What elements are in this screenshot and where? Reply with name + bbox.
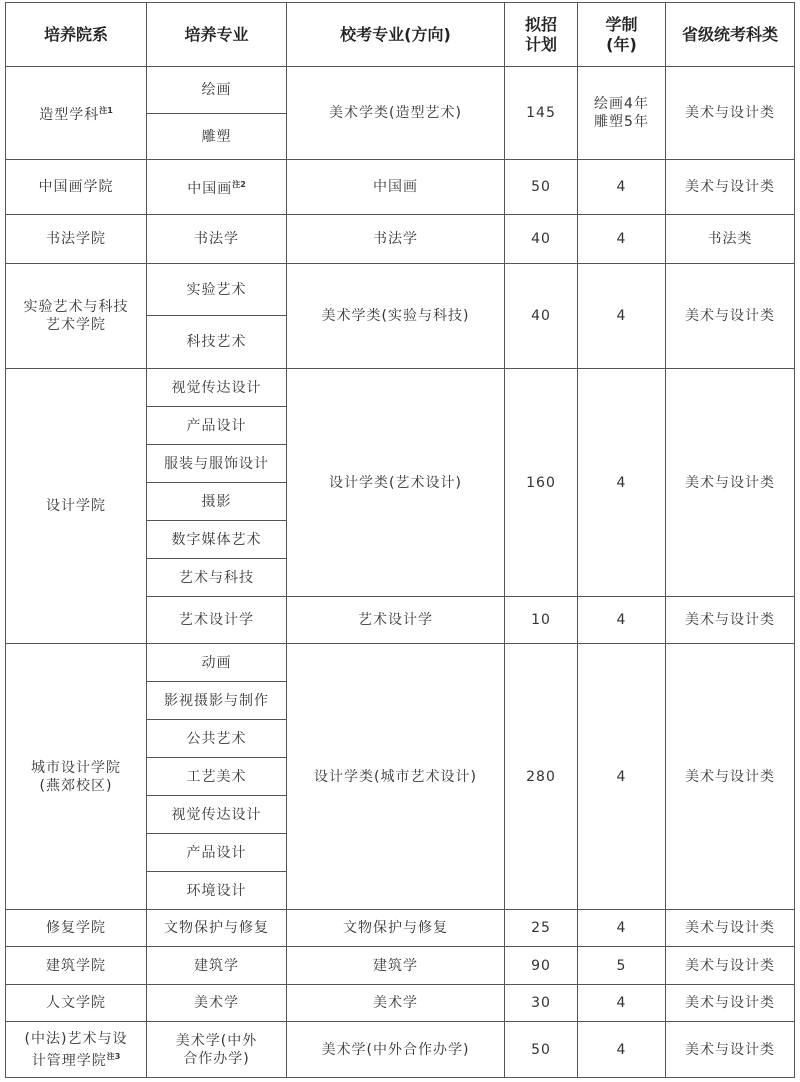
major-cell: 视觉传达设计 [147, 796, 287, 834]
quota-cell: 10 [505, 597, 578, 644]
quota-cell: 50 [505, 1022, 578, 1078]
major-cell [147, 160, 287, 215]
enrollment-table [5, 2, 795, 1078]
exam-major-cell: 文物保护与修复 [287, 910, 505, 947]
footnote-mark: 注3 [106, 1051, 121, 1061]
years-cell: 4 [578, 910, 666, 947]
major-cell: 建筑学 [147, 947, 287, 985]
quota-cell: 280 [505, 644, 578, 910]
exam-major-cell: 艺术设计学 [287, 597, 505, 644]
major-cell [147, 1022, 287, 1078]
category-cell: 美术与设计类 [666, 1022, 795, 1078]
major-cell: 工艺美术 [147, 758, 287, 796]
years-cell [578, 67, 666, 160]
exam-major-cell: 美术学类(实验与科技) [287, 264, 505, 369]
exam-major-cell: 美术学类(造型艺术) [287, 67, 505, 160]
college-name-line2-wrap [8, 1048, 144, 1070]
college-cell: 人文学院 [6, 985, 147, 1022]
category-cell: 美术与设计类 [666, 910, 795, 947]
header-exam-major: 校考专业(方向) [287, 3, 505, 67]
major-cell: 环境设计 [147, 872, 287, 910]
header-years-line2: (年) [606, 34, 637, 54]
table-row [6, 264, 795, 316]
category-cell: 书法类 [666, 215, 795, 264]
college-name-line2: 艺术学院 [46, 317, 106, 333]
header-quota-line1: 拟招 [524, 14, 557, 34]
header-college: 培养院系 [6, 3, 147, 67]
years-cell: 4 [578, 369, 666, 597]
major-cell: 书法学 [147, 215, 287, 264]
category-cell: 美术与设计类 [666, 644, 795, 910]
college-name-line2: (燕郊校区) [39, 777, 113, 794]
table-row [6, 160, 795, 215]
major-cell: 科技艺术 [147, 316, 287, 369]
table-header-row [6, 3, 795, 67]
major-cell: 文物保护与修复 [147, 910, 287, 947]
major-cell: 视觉传达设计 [147, 369, 287, 407]
exam-major-cell: 设计学类(艺术设计) [287, 369, 505, 597]
college-name-line1: (中法)艺术与设 [24, 1030, 128, 1047]
footnote-mark: 注1 [99, 106, 113, 115]
years-cell: 5 [578, 947, 666, 985]
exam-major-cell: 美术学(中外合作办学) [287, 1022, 505, 1078]
table-row [6, 910, 795, 947]
major-cell: 动画 [147, 644, 287, 682]
college-name-line1: 城市设计学院 [31, 759, 121, 776]
major-cell: 美术学 [147, 985, 287, 1022]
table-row [6, 1022, 795, 1078]
quota-cell: 30 [505, 985, 578, 1022]
major-cell: 摄影 [147, 483, 287, 521]
years-cell: 4 [578, 985, 666, 1022]
header-quota-line2: 计划 [524, 34, 557, 54]
exam-major-cell: 设计学类(城市艺术设计) [287, 644, 505, 910]
college-cell: 设计学院 [6, 369, 147, 644]
category-cell: 美术与设计类 [666, 369, 795, 597]
college-cell [6, 644, 147, 910]
major-cell: 公共艺术 [147, 720, 287, 758]
years-cell: 4 [578, 597, 666, 644]
header-years [578, 3, 666, 67]
table-row [6, 644, 795, 682]
major-cell: 艺术与科技 [147, 559, 287, 597]
years-cell: 4 [578, 644, 666, 910]
major-cell: 数字媒体艺术 [147, 521, 287, 559]
header-years-line1: 学制 [605, 14, 638, 34]
major-name-line2: 合作办学) [183, 1050, 250, 1067]
college-name-line1: 实验艺术与科技 [23, 299, 129, 315]
years-cell: 4 [578, 160, 666, 215]
years-line1: 绘画4年 [594, 96, 649, 112]
college-cell [6, 264, 147, 369]
quota-cell: 145 [505, 67, 578, 160]
category-cell: 美术与设计类 [666, 264, 795, 369]
category-cell: 美术与设计类 [666, 160, 795, 215]
college-cell: 建筑学院 [6, 947, 147, 985]
table-row [6, 215, 795, 264]
quota-cell: 25 [505, 910, 578, 947]
exam-major-cell: 建筑学 [287, 947, 505, 985]
quota-cell: 160 [505, 369, 578, 597]
category-cell: 美术与设计类 [666, 985, 795, 1022]
major-cell: 产品设计 [147, 834, 287, 872]
college-name: 造型学科 [39, 107, 100, 123]
exam-major-cell: 书法学 [287, 215, 505, 264]
header-category: 省级统考科类 [666, 3, 795, 67]
footnote-mark: 注2 [232, 180, 246, 189]
college-cell: 中国画学院 [6, 160, 147, 215]
header-quota [505, 3, 578, 67]
major-name-line1: 美术学(中外 [175, 1032, 258, 1049]
college-cell [6, 1022, 147, 1078]
header-major: 培养专业 [147, 3, 287, 67]
major-name: 中国画 [187, 181, 233, 197]
years-line2: 雕塑5年 [594, 114, 649, 130]
major-cell: 服装与服饰设计 [147, 445, 287, 483]
major-cell: 绘画 [147, 67, 287, 114]
quota-cell: 90 [505, 947, 578, 985]
category-cell: 美术与设计类 [666, 947, 795, 985]
category-cell: 美术与设计类 [666, 597, 795, 644]
exam-major-cell: 美术学 [287, 985, 505, 1022]
quota-cell: 40 [505, 264, 578, 369]
major-cell: 影视摄影与制作 [147, 682, 287, 720]
major-cell: 产品设计 [147, 407, 287, 445]
category-cell: 美术与设计类 [666, 67, 795, 160]
table-row [6, 369, 795, 407]
major-cell: 艺术设计学 [147, 597, 287, 644]
major-cell: 雕塑 [147, 114, 287, 160]
college-cell: 书法学院 [6, 215, 147, 264]
table-row [6, 947, 795, 985]
college-cell [6, 67, 147, 160]
years-cell: 4 [578, 264, 666, 369]
quota-cell: 40 [505, 215, 578, 264]
quota-cell: 50 [505, 160, 578, 215]
years-cell: 4 [578, 1022, 666, 1078]
major-cell: 实验艺术 [147, 264, 287, 316]
college-name-line2: 计管理学院 [31, 1052, 107, 1069]
years-cell: 4 [578, 215, 666, 264]
table-row [6, 67, 795, 114]
exam-major-cell: 中国画 [287, 160, 505, 215]
table-row [6, 985, 795, 1022]
college-cell: 修复学院 [6, 910, 147, 947]
